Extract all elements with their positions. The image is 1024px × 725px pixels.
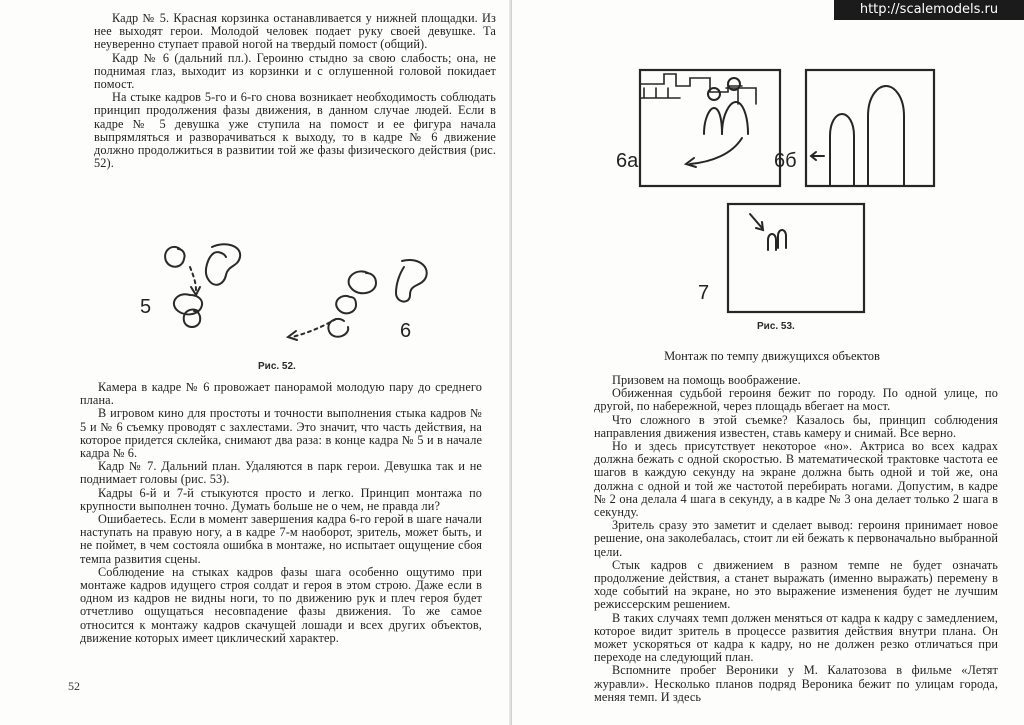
figure-52-shoulder-3 — [396, 260, 427, 302]
page-number: 52 — [68, 679, 80, 693]
figure-53-person-7-2 — [778, 230, 786, 248]
paragraph: Призовем на помощь воображение. — [612, 373, 801, 387]
paragraph: Зритель сразу это заметит и сделает вывод: героиня принимает новое решение, она заколебалась, стоит ли ей бежать к первоначально выбранной цели. — [594, 518, 998, 559]
paragraph: Ошибаетесь. Если в момент завершения кадра 6-го герой в шаге начали наступать на правую ногу, а в кадре 7-м наоборот, зритель, может быть, и не поймет, в чем состояла ошибка в монтаже, но испытает ощущение сбоя темпа развития сцены. — [80, 512, 482, 566]
figure-53-label-7: 7 — [698, 282, 710, 304]
paragraph: Что сложного в этой съемке? Казалось бы, принцип соблюдения направления движения известен, ставь камеру и снимай. Все верно. — [594, 412, 998, 440]
paragraph: Кадр № 6 (дальний пл.). Героиню стыдно за свою слабость; она, не поднимая глаз, выходит из корзинки и с оглушенной головой покидает помост. — [94, 50, 496, 92]
paragraph: Соблюдение на стыках кадров фазы шага особенно ощутимо при монтаже кадров идущего строя солдат и героя в этом строю. Даже если в одном из кадров не видны ноги, то по движению рук и плеч героя будет отчетливо ощущаться несовпадение фазы движения. То же самое относится к монтажу кадров скачущей лошади и всех других объектов, движение которых имеет циклический характер. — [80, 564, 482, 645]
figure-52-label-5: 5 — [140, 296, 152, 318]
figure-53-person-6b-1 — [830, 114, 854, 186]
paragraph: Обиженная судьбой героиня бежит по городу. По одной улице, по другой, по набережной, через площадь вбегает на мост. — [594, 386, 998, 414]
figure-52-head-4 — [336, 296, 356, 313]
figure-53-frame-7 — [728, 204, 864, 312]
figure-52-head-1 — [165, 247, 184, 267]
paragraph: Кадр № 7. Дальний план. Удаляются в парк герои. Девушка так и не поднимает головы (рис. 53). — [80, 459, 482, 487]
paragraph: В игровом кино для простоты и точности выполнения стыка кадров № 5 и № 6 съемку проводят с захлестами. Это значит, что часть действия, на которое придется склейка, снимают два раза: в конце кадра № 5 и в начале кадра № 6. — [80, 406, 482, 461]
figure-52-label-6: 6 — [400, 320, 412, 342]
site-watermark: http://scalemodels.ru — [834, 0, 1024, 20]
figure-53-label-6b: 6б — [774, 150, 797, 172]
figure-53-person-6b-2 — [868, 86, 904, 186]
figure-53-label-6a: 6а — [616, 150, 639, 172]
figure-53-person-6a-1 — [704, 108, 722, 134]
paragraph: Стык кадров с движением в разном темпе не будет означать продолжение действия, а станет выражать (именно выражать) перемену в ходе событий на экране, но это выражение изменения будет не лучшим режиссерским решением. — [594, 557, 998, 612]
figure-53-drawing — [638, 64, 938, 314]
figure-52-shoulder-4 — [328, 319, 348, 337]
right-page — [512, 0, 1024, 725]
figure-53-person-6a-2 — [722, 102, 748, 134]
paragraph: В таких случаях темп должен меняться от кадра к кадру с замедлением, которое видит зритель в процессе развития действия внутри плана. Он может ускоряться от кадра к кадру, но не должен резко отличаться при переходе на следующий план. — [594, 610, 998, 665]
paragraph: Камера в кадре № 6 провожает панорамой молодую пару до среднего плана. — [80, 380, 482, 408]
left-bottom-text — [80, 381, 482, 645]
paragraph: Кадры 6-й и 7-й стыкуются просто и легко. Принцип монтажа по крупности выполнен точно. Думать больше не о чем, не правда ли? — [80, 485, 482, 513]
figure-53-person-7-1 — [768, 234, 776, 250]
figure-52-arrow-2 — [292, 319, 336, 337]
figure-52-shoulder-2 — [184, 309, 200, 327]
paragraph: На стыке кадров 5-го и 6-го снова возникает необходимость соблюдать принцип продолжения фазы движения, в данном случае людей. Если в кадре № 5 девушка уже ступила на помост и ее фигура начала выпрямляться и разворачиваться к выходу, то в кадре № 6 движение должно продолжиться в развитии той же фазы физического действия (рис. 52). — [94, 90, 496, 171]
section-heading: Монтаж по темпу движущихся объектов — [664, 349, 880, 363]
figure-53-caption: Рис. 53. — [757, 321, 795, 332]
paragraph: Но и здесь присутствует некоторое «но». Актриса во всех кадрах должна бежать с одной скоростью. В математической трактовке частота ее шагов в каждую секунду на экране должна быть одной и той же, она должна с одной и той же частотой перебирать ногами. Допустим, в кадре № 2 она делала 4 шага в секунду, а в кадре № 3 она делает только 2 шага в секунду. — [594, 439, 998, 520]
right-text — [594, 374, 998, 704]
figure-53-frame-6b — [806, 70, 934, 186]
paragraph: Кадр № 5. Красная корзинка останавливается у нижней площадки. Из нее выходят герои. Молодой человек подает руку своей девушке. Та неуверенно ступает правой ногой на твердый помост (общий). — [94, 11, 496, 52]
figure-52-shoulder-1 — [206, 244, 240, 285]
left-top-text — [94, 12, 496, 170]
paragraph: Вспомните пробег Вероники у М. Калатозова в фильме «Летят журавли». Несколько планов подряд Вероника бежит по улицам города, меняя темп. И здесь — [594, 663, 998, 704]
figure-52-caption: Рис. 52. — [258, 361, 296, 372]
figure-53-arrow-6a — [690, 138, 742, 164]
figure-52-head-3 — [349, 271, 376, 293]
figure-53-arrow-7 — [750, 214, 762, 228]
